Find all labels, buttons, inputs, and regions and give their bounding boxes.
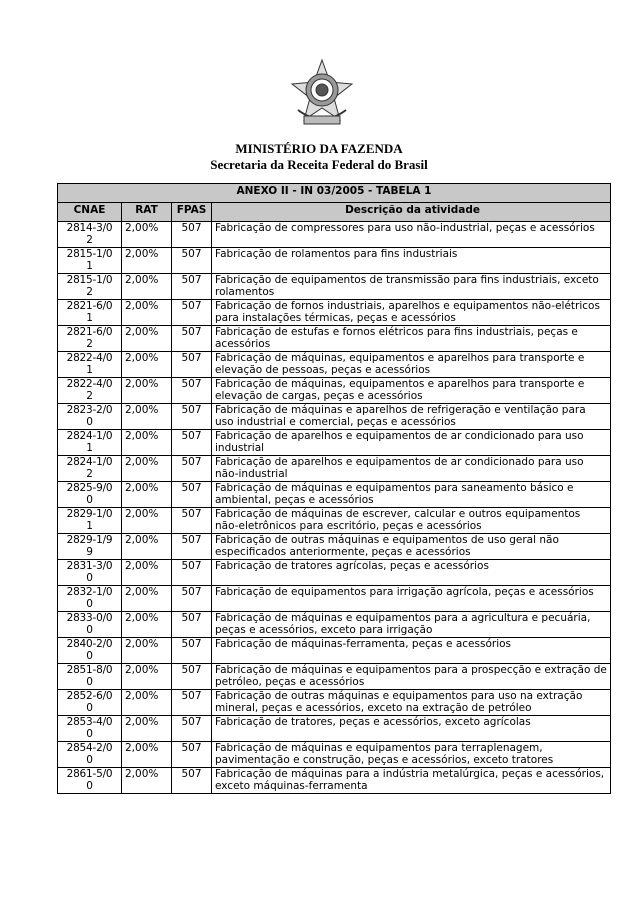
fpas-value: 507 (172, 742, 212, 768)
rat-value: 2,00% (122, 534, 172, 560)
cnae-code (58, 430, 122, 456)
activity-description: Fabricação de máquinas para a indústria metalúrgica, peças e acessórios, exceto máquinas-ferramenta (212, 768, 611, 794)
cnae-code (58, 404, 122, 430)
fpas-value: 507 (172, 612, 212, 638)
table-row (58, 768, 611, 794)
cnae-code (58, 326, 122, 352)
table-row (58, 404, 611, 430)
table-row (58, 326, 611, 352)
fpas-value: 507 (172, 248, 212, 274)
cnae-code-line2: 0 (86, 675, 93, 688)
rat-value: 2,00% (122, 430, 172, 456)
fpas-value: 507 (172, 534, 212, 560)
table-row (58, 300, 611, 326)
cnae-code (58, 534, 122, 560)
cnae-code (58, 222, 122, 248)
rat-value: 2,00% (122, 768, 172, 794)
cnae-code-line2: 0 (86, 701, 93, 714)
table-row (58, 534, 611, 560)
cnae-code-line1: 2840-2/0 (66, 638, 113, 650)
column-header-rat: RAT (122, 203, 172, 222)
rat-value: 2,00% (122, 456, 172, 482)
activity-description: Fabricação de rolamentos para fins industriais (212, 248, 611, 274)
cnae-code-line2: 2 (86, 389, 93, 402)
rat-value: 2,00% (122, 560, 172, 586)
fpas-value: 507 (172, 352, 212, 378)
cnae-code (58, 378, 122, 404)
cnae-code-line2: 2 (86, 233, 93, 246)
fpas-value: 507 (172, 430, 212, 456)
fpas-value: 507 (172, 222, 212, 248)
cnae-code-line1: 2824-1/0 (66, 456, 113, 468)
rat-value: 2,00% (122, 742, 172, 768)
cnae-code (58, 586, 122, 612)
fpas-value: 507 (172, 560, 212, 586)
activity-description: Fabricação de tratores, peças e acessórios, exceto agrícolas (212, 716, 611, 742)
activity-description: Fabricação de aparelhos e equipamentos de ar condicionado para uso industrial (212, 430, 611, 456)
fpas-value: 507 (172, 716, 212, 742)
cnae-code-line1: 2815-1/0 (66, 274, 113, 286)
fpas-value: 507 (172, 300, 212, 326)
cnae-code-line2: 1 (86, 259, 93, 272)
activity-description: Fabricação de máquinas e equipamentos para a agricultura e pecuária, peças e acessórios, exceto para irrigação (212, 612, 611, 638)
rat-value: 2,00% (122, 326, 172, 352)
cnae-code (58, 638, 122, 664)
fpas-value: 507 (172, 378, 212, 404)
cnae-code-line2: 0 (86, 727, 93, 740)
cnae-code-line1: 2821-6/0 (66, 326, 113, 338)
cnae-code-line2: 2 (86, 285, 93, 298)
cnae-code-line1: 2851-8/0 (66, 664, 113, 676)
cnae-code-line1: 2854-2/0 (66, 742, 113, 754)
fpas-value: 507 (172, 456, 212, 482)
column-header-description: Descrição da atividade (212, 203, 611, 222)
cnae-code-line2: 1 (86, 363, 93, 376)
table-row (58, 586, 611, 612)
fpas-value: 507 (172, 638, 212, 664)
table-row (58, 352, 611, 378)
cnae-code-line1: 2833-0/0 (66, 612, 113, 624)
table-row (58, 274, 611, 300)
rat-value: 2,00% (122, 586, 172, 612)
table-row (58, 222, 611, 248)
cnae-code-line2: 0 (86, 649, 93, 662)
cnae-code (58, 508, 122, 534)
rat-value: 2,00% (122, 352, 172, 378)
fpas-value: 507 (172, 690, 212, 716)
cnae-code-line2: 0 (86, 779, 93, 792)
cnae-code-line2: 2 (86, 467, 93, 480)
table-row (58, 456, 611, 482)
activity-description: Fabricação de outras máquinas e equipamentos para uso na extração mineral, peças e acessórios, exceto na extração de petróleo (212, 690, 611, 716)
cnae-code-line1: 2829-1/9 (66, 534, 113, 546)
table-row (58, 378, 611, 404)
cnae-code (58, 300, 122, 326)
table-row (58, 560, 611, 586)
fpas-value: 507 (172, 664, 212, 690)
cnae-code-line2: 9 (86, 545, 93, 558)
activity-description: Fabricação de equipamentos de transmissão para fins industriais, exceto rolamentos (212, 274, 611, 300)
activity-description: Fabricação de máquinas, equipamentos e aparelhos para transporte e elevação de pessoas, peças e acessórios (212, 352, 611, 378)
rat-value: 2,00% (122, 404, 172, 430)
table-row (58, 482, 611, 508)
table-row (58, 248, 611, 274)
table-row (58, 612, 611, 638)
cnae-code-line1: 2829-1/0 (66, 508, 113, 520)
rat-value: 2,00% (122, 248, 172, 274)
activity-description: Fabricação de máquinas de escrever, calcular e outros equipamentos não-eletrônicos para escritório, peças e acessórios (212, 508, 611, 534)
cnae-code (58, 248, 122, 274)
cnae-code (58, 274, 122, 300)
cnae-code-line2: 0 (86, 493, 93, 506)
activity-description: Fabricação de estufas e fornos elétricos para fins industriais, peças e acessórios (212, 326, 611, 352)
fpas-value: 507 (172, 326, 212, 352)
cnae-code-line1: 2861-5/0 (66, 768, 113, 780)
cnae-code (58, 612, 122, 638)
activity-description: Fabricação de máquinas e equipamentos para terraplenagem, pavimentação e construção, peças e acessórios, exceto tratores (212, 742, 611, 768)
activity-description: Fabricação de máquinas e aparelhos de refrigeração e ventilação para uso industrial e comercial, peças e acessórios (212, 404, 611, 430)
cnae-code-line2: 1 (86, 441, 93, 454)
rat-value: 2,00% (122, 222, 172, 248)
table-row (58, 716, 611, 742)
rat-value: 2,00% (122, 300, 172, 326)
activity-description: Fabricação de equipamentos para irrigação agrícola, peças e acessórios (212, 586, 611, 612)
cnae-code (58, 664, 122, 690)
rat-value: 2,00% (122, 378, 172, 404)
table-row (58, 690, 611, 716)
activity-description: Fabricação de tratores agrícolas, peças e acessórios (212, 560, 611, 586)
cnae-code-line2: 2 (86, 337, 93, 350)
activity-description: Fabricação de máquinas e equipamentos para a prospecção e extração de petróleo, peças e acessórios (212, 664, 611, 690)
cnae-code-line2: 1 (86, 519, 93, 532)
cnae-code (58, 690, 122, 716)
cnae-code-line1: 2814-3/0 (66, 222, 113, 234)
rat-value: 2,00% (122, 482, 172, 508)
column-header-cnae: CNAE (58, 203, 122, 222)
cnae-code-line1: 2822-4/0 (66, 378, 113, 390)
secretariat-subtitle: Secretaria da Receita Federal do Brasil (210, 157, 428, 172)
rat-value: 2,00% (122, 638, 172, 664)
cnae-code-line1: 2823-2/0 (66, 404, 113, 416)
cnae-code-line1: 2815-1/0 (66, 248, 113, 260)
table-row (58, 742, 611, 768)
activity-description: Fabricação de outras máquinas e equipamentos de uso geral não especificados anteriormente, peças e acessórios (212, 534, 611, 560)
cnae-code-line1: 2824-1/0 (66, 430, 113, 442)
activity-description: Fabricação de máquinas, equipamentos e aparelhos para transporte e elevação de cargas, peças e acessórios (212, 378, 611, 404)
cnae-code-line2: 1 (86, 311, 93, 324)
rat-value: 2,00% (122, 612, 172, 638)
cnae-code-line1: 2831-3/0 (66, 560, 113, 572)
cnae-code (58, 768, 122, 794)
table-caption: ANEXO II - IN 03/2005 - TABELA 1 (58, 184, 611, 203)
rat-value: 2,00% (122, 508, 172, 534)
cnae-code-line2: 0 (86, 623, 93, 636)
fpas-value: 507 (172, 768, 212, 794)
rat-value: 2,00% (122, 664, 172, 690)
fpas-value: 507 (172, 274, 212, 300)
cnae-code (58, 716, 122, 742)
coat-of-arms-emblem-icon (290, 58, 354, 130)
activity-description: Fabricação de máquinas e equipamentos para saneamento básico e ambiental, peças e acessórios (212, 482, 611, 508)
cnae-code-line2: 0 (86, 753, 93, 766)
fpas-value: 507 (172, 508, 212, 534)
fpas-value: 507 (172, 586, 212, 612)
fpas-value: 507 (172, 404, 212, 430)
cnae-code-line1: 2853-4/0 (66, 716, 113, 728)
cnae-code (58, 482, 122, 508)
activity-description: Fabricação de máquinas-ferramenta, peças e acessórios (212, 638, 611, 664)
cnae-code-line2: 0 (86, 571, 93, 584)
table-row (58, 664, 611, 690)
activity-description: Fabricação de compressores para uso não-industrial, peças e acessórios (212, 222, 611, 248)
activity-description: Fabricação de fornos industriais, aparelhos e equipamentos não-elétricos para instalações térmicas, peças e acessórios (212, 300, 611, 326)
cnae-code (58, 352, 122, 378)
activity-table (57, 183, 611, 794)
cnae-code-line1: 2832-1/0 (66, 586, 113, 598)
cnae-code (58, 456, 122, 482)
rat-value: 2,00% (122, 690, 172, 716)
ministry-title: MINISTÉRIO DA FAZENDA (235, 141, 403, 156)
rat-value: 2,00% (122, 274, 172, 300)
cnae-code (58, 560, 122, 586)
cnae-code-line2: 0 (86, 597, 93, 610)
column-header-fpas: FPAS (172, 203, 212, 222)
fpas-value: 507 (172, 482, 212, 508)
activity-description: Fabricação de aparelhos e equipamentos de ar condicionado para uso não-industrial (212, 456, 611, 482)
cnae-code (58, 742, 122, 768)
table-row (58, 508, 611, 534)
table-row (58, 430, 611, 456)
cnae-code-line1: 2822-4/0 (66, 352, 113, 364)
cnae-code-line1: 2825-9/0 (66, 482, 113, 494)
rat-value: 2,00% (122, 716, 172, 742)
table-row (58, 638, 611, 664)
cnae-code-line2: 0 (86, 415, 93, 428)
cnae-code-line1: 2852-6/0 (66, 690, 113, 702)
cnae-code-line1: 2821-6/0 (66, 300, 113, 312)
